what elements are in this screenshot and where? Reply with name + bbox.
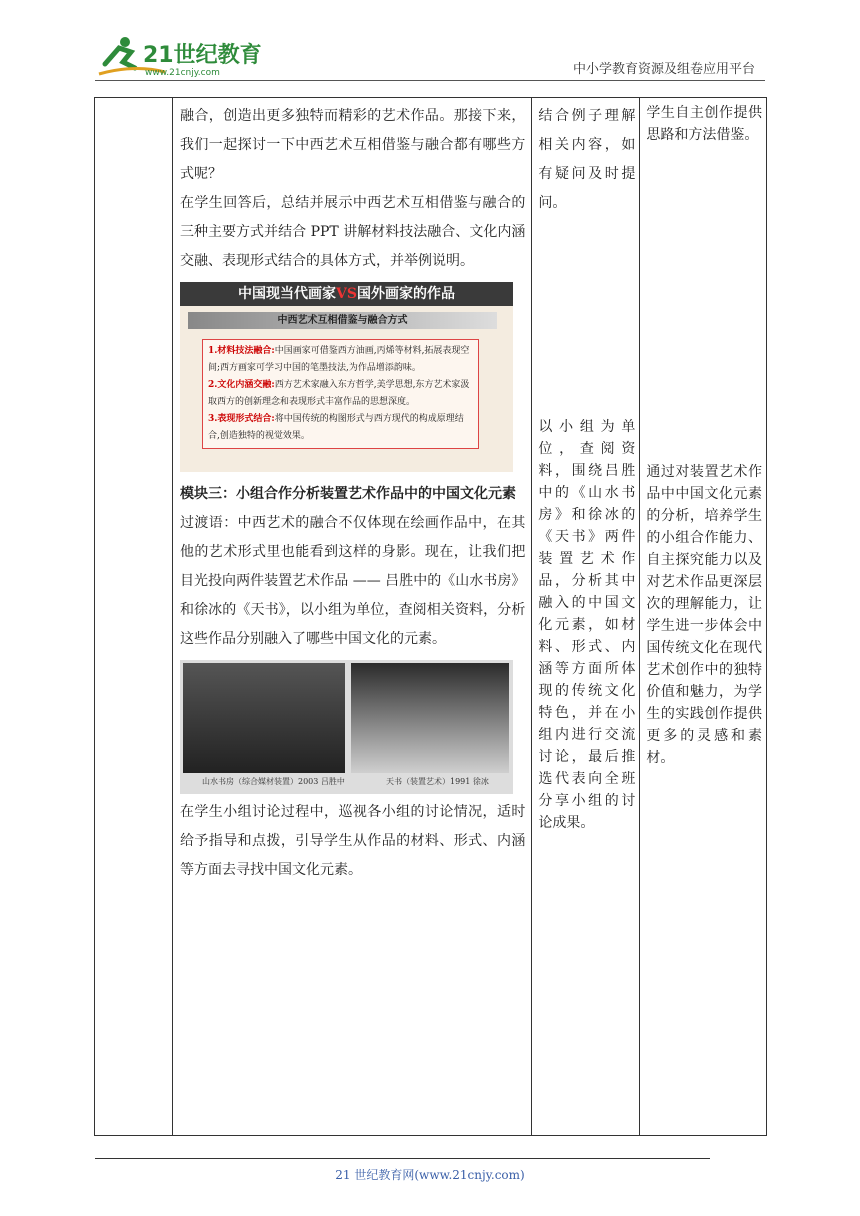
slide-title: 中国现当代画家VS国外画家的作品 <box>180 282 513 306</box>
slide-content: 1.材料技法融合:中国画家可借鉴西方油画,丙烯等材料,拓展表现空间;西方画家可学习中国的笔墨技法,为作品增添韵味。 2.文化内涵交融:西方艺术家融入东方哲学,美学思想,东方艺术家汲取西方的创新理念和表现形式丰富作品的思想深度。 3.表现形式结合:将中国传统的构图形式与西方现代的构成原理结合,创造独特的视觉效果。 <box>202 339 479 449</box>
page-header <box>0 0 860 82</box>
ppt-slide-image <box>180 282 513 472</box>
artwork-photo-shanshui <box>183 663 345 773</box>
logo-url: www.21cnjy.com <box>145 68 220 78</box>
artwork-photo-tianshu <box>351 663 509 773</box>
paragraph: 结合例子理解相关内容，如有疑问及时提问。 <box>538 108 636 211</box>
paragraph: 在学生回答后，总结并展示中西艺术互相借鉴与融合的三种主要方式并结合 PPT 讲解材料技法融合、文化内涵交融、表现形式结合的具体方式，并举例说明。 <box>179 195 526 269</box>
module-heading: 模块三：小组合作分析装置艺术作品中的中国文化元素 <box>179 486 516 502</box>
teacher-activity-cell <box>172 98 531 1136</box>
slide-banner: 中西艺术互相借鉴与融合方式 <box>188 312 497 329</box>
footer-divider <box>95 1158 710 1159</box>
design-intent-cell <box>640 98 767 1136</box>
site-logo <box>95 34 265 78</box>
photo-caption: 山水书房（综合媒材装置）2003 吕胜中 <box>201 777 345 786</box>
footer-text: 21 世纪教育网(www.21cnjy.com) <box>335 1168 525 1182</box>
paragraph: 以小组为单位，查阅资料，围绕吕胜中的《山水书房》和徐冰的《天书》两件装置艺术作品，分析其中融入的中国文化元素，如材料、形式、内涵等方面所体现的传统文化特色，并在小组内进行交流讨论，最后推选代表向全班分享小组的讨论成果。 <box>538 419 636 831</box>
logo-text: 21世纪教育 <box>143 43 262 68</box>
photo-caption: 天书（装置艺术）1991 徐冰 <box>385 777 489 786</box>
paragraph: 过渡语：中西艺术的融合不仅体现在绘画作品中，在其他的艺术形式里也能看到这样的身影。现在，让我们把目光投向两件装置艺术作品 —— 吕胜中的《山水书房》和徐冰的《天书》，以小组为单位，查阅相关资料，分析这些作品分别融入了哪些中国文化的元素。 <box>179 515 526 647</box>
artwork-photos <box>180 660 513 794</box>
paragraph: 在学生小组讨论过程中，巡视各小组的讨论情况，适时给予指导和点拨，引导学生从作品的材料、形式、内涵等方面去寻找中国文化元素。 <box>179 804 526 878</box>
lesson-table <box>94 97 767 1136</box>
table-row <box>95 98 767 1136</box>
paragraph: 学生自主创作提供思路和方法借鉴。 <box>646 105 762 143</box>
student-activity-cell <box>532 98 640 1136</box>
paragraph: 融合，创造出更多独特而精彩的艺术作品。那接下来，我们一起探讨一下中西艺术互相借鉴与融合都有哪些方式呢？ <box>179 108 526 182</box>
header-divider <box>95 80 765 81</box>
paragraph: 通过对装置艺术作品中中国文化元素的分析，培养学生的小组合作能力、自主探究能力以及对艺术作品更深层次的理解能力，让学生进一步体会中国传统文化在现代艺术创作中的独特价值和魅力，为学生的实践创作提供更多的灵感和素材。 <box>646 464 762 766</box>
platform-name: 中小学教育资源及组卷应用平台 <box>572 62 755 77</box>
stage-cell <box>95 98 173 1136</box>
